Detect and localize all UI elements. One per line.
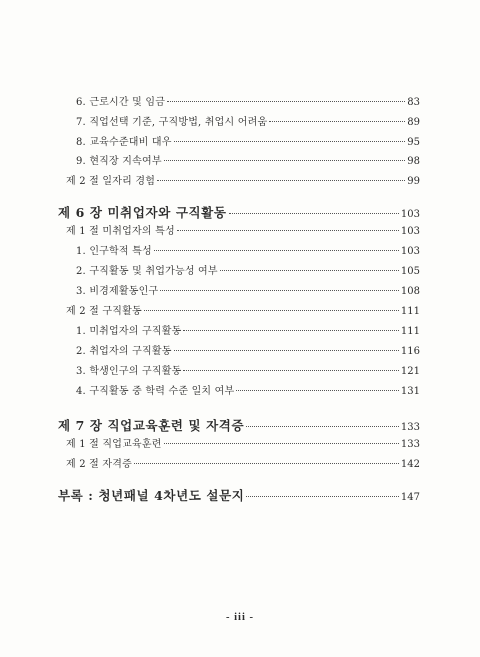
toc-entry-page: 131	[400, 386, 420, 397]
dot-leader	[220, 269, 399, 271]
toc-entry-section	[66, 225, 420, 239]
toc-entry-page: 147	[400, 492, 420, 503]
toc-entry-item	[76, 96, 420, 110]
toc-entry-page: 133	[400, 439, 420, 450]
toc-entry-item	[76, 265, 420, 279]
toc-entry-page: 111	[400, 306, 420, 317]
toc-entry-chapter	[58, 418, 420, 436]
toc-entry-item	[76, 365, 420, 379]
toc-entry-item	[76, 155, 420, 169]
toc-entry-page: 105	[400, 266, 420, 277]
dot-leader	[154, 249, 399, 251]
toc-entry-page: 111	[400, 326, 420, 337]
toc-entry-page: 116	[400, 346, 420, 357]
dot-leader	[167, 100, 405, 102]
toc-entry-page: 83	[407, 97, 420, 108]
toc-entry-title: 2. 취업자의 구직활동	[76, 346, 172, 357]
toc-entry-title: 제 1 절 미취업자의 특성	[66, 226, 175, 237]
toc-entry-page: 121	[400, 366, 420, 377]
dot-leader	[229, 212, 399, 214]
toc-entry-title: 2. 구직활동 및 취업가능성 여부	[76, 266, 218, 277]
toc-entry-title: 4. 구직활동 중 학력 수준 일치 여부	[76, 386, 235, 397]
toc-entry-item	[76, 345, 420, 359]
dot-leader	[236, 389, 399, 391]
toc-entry-chapter	[58, 205, 420, 223]
toc-entry-title: 제 2 절 일자리 경험	[66, 176, 156, 187]
toc-entry-item	[76, 116, 420, 130]
toc-entry-item	[76, 136, 420, 150]
toc-entry-title: 1. 인구학적 특성	[76, 246, 152, 257]
dot-leader	[174, 349, 399, 351]
toc-entry-title: 제 7 장 직업교육훈련 및 자격증	[58, 418, 245, 433]
dot-leader	[269, 120, 405, 122]
dot-leader	[183, 369, 398, 371]
toc-entry-page: 108	[400, 286, 420, 297]
toc-entry-page: 142	[400, 459, 420, 470]
toc-entry-page: 98	[407, 156, 420, 167]
dot-leader	[157, 179, 405, 181]
dot-leader	[164, 159, 406, 161]
toc-entry-page: 103	[400, 226, 420, 237]
dot-leader	[134, 462, 399, 464]
dot-leader	[164, 442, 399, 444]
toc-entry-page: 133	[400, 422, 420, 433]
toc-entry-page: 103	[400, 246, 420, 257]
toc-entry-page: 95	[407, 137, 420, 148]
toc-entry-title: 제 6 장 미취업자와 구직활동	[58, 205, 227, 220]
toc-entry-section	[66, 458, 420, 472]
toc-entry-title: 3. 비경제활동인구	[76, 286, 159, 297]
dot-leader	[246, 425, 399, 427]
toc-entry-title: 7. 직업선택 기준, 구직방법, 취업시 어려움	[76, 117, 268, 128]
toc-entry-item	[76, 325, 420, 339]
dot-leader	[144, 309, 399, 311]
toc-entry-title: 제 1 절 직업교육훈련	[66, 439, 162, 450]
toc-entry-section	[66, 305, 420, 319]
toc-entry-section	[66, 438, 420, 452]
toc-entry-title: 1. 미취업자의 구직활동	[76, 326, 182, 337]
toc-entry-item	[76, 285, 420, 299]
toc-entry-page: 99	[407, 176, 420, 187]
toc-entry-title: 9. 현직장 지속여부	[76, 156, 162, 167]
toc-entry-item	[76, 385, 420, 399]
toc-entry-title: 3. 학생인구의 구직활동	[76, 366, 182, 377]
toc-entry-title: 8. 교육수준대비 대우	[76, 137, 172, 148]
toc-entry-page: 89	[407, 117, 420, 128]
dot-leader	[246, 495, 398, 497]
toc-entry-section	[66, 175, 420, 189]
toc-entry-title: 부록 : 청년패널 4차년도 설문지	[58, 488, 245, 503]
toc-entry-page: 103	[400, 209, 420, 220]
toc-entry-title: 6. 근로시간 및 임금	[76, 97, 166, 108]
page-number: - iii -	[226, 612, 254, 623]
dot-leader	[183, 329, 398, 331]
toc-entry-item	[76, 245, 420, 259]
dot-leader	[177, 229, 399, 231]
toc-entry-title: 제 2 절 구직활동	[66, 306, 142, 317]
toc-entry-chapter	[58, 488, 420, 506]
dot-leader	[174, 140, 406, 142]
dot-leader	[160, 289, 399, 291]
toc-entry-title: 제 2 절 자격증	[66, 459, 132, 470]
